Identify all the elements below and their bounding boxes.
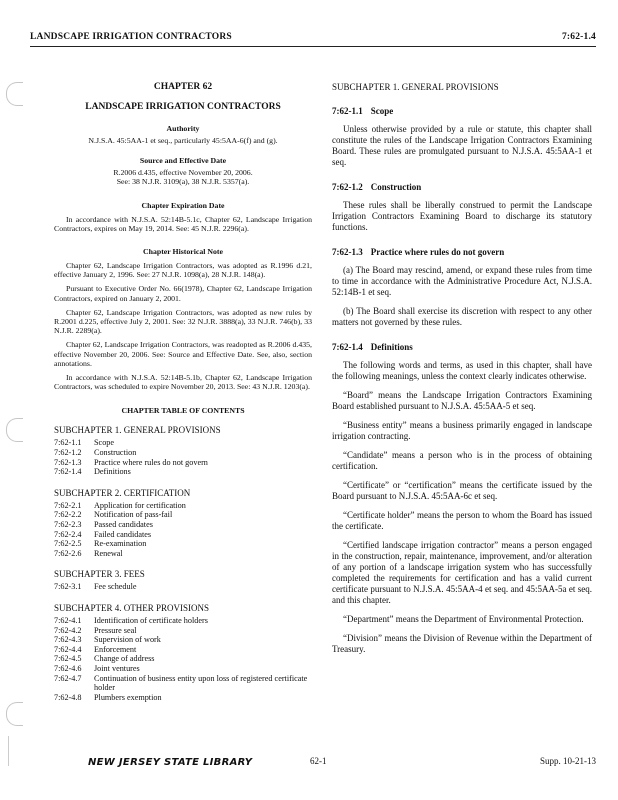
section-heading-practice bbox=[332, 247, 592, 257]
toc-entry-title: Renewal bbox=[94, 548, 123, 558]
toc-entry bbox=[54, 539, 312, 549]
toc-entry-title: Scope bbox=[94, 438, 115, 448]
binder-hole-mark bbox=[6, 82, 23, 106]
section-heading-definitions bbox=[332, 342, 592, 352]
toc-entry-number: 7:62-4.7 bbox=[54, 673, 82, 683]
toc-entry-number: 7:62-2.3 bbox=[54, 520, 82, 530]
toc-entry-number: 7:62-2.5 bbox=[54, 539, 82, 549]
section-title: Construction bbox=[370, 182, 422, 192]
toc-entry-title: Plumbers exemption bbox=[94, 692, 162, 702]
toc-entry-title: Continuation of business entity upon loss of registered certificate holder bbox=[94, 673, 308, 693]
table-of-contents bbox=[54, 425, 312, 702]
definition-entry: “Division” means the Division of Revenue within the Department of Treasury. bbox=[332, 633, 592, 654]
definition-entry: “Certificate holder” means the person to whom the Board has issued the certificate. bbox=[332, 510, 592, 531]
history-paragraph: In accordance with N.J.S.A. 52:14B-5.1b, Chapter 62, Landscape Irrigation Contractors, was scheduled to expire November 20, 2013. See: 43 N.J.R. 1203(a). bbox=[54, 373, 312, 392]
section-number: 7:62-1.1 bbox=[332, 106, 363, 116]
toc-entry-number: 7:62-4.1 bbox=[54, 615, 82, 625]
toc-entry-number: 7:62-2.6 bbox=[54, 548, 82, 558]
toc-entry bbox=[54, 582, 312, 592]
source-text-line2: See: 38 N.J.R. 3109(a), 38 N.J.R. 5357(a). bbox=[116, 177, 250, 187]
section-text: (b) The Board shall exercise its discretion with respect to any other matters not governed by these rules. bbox=[332, 306, 592, 327]
toc-entry-title: Change of address bbox=[94, 654, 155, 664]
toc-entry-title: Failed candidates bbox=[94, 529, 152, 539]
toc-entry-number: 7:62-4.5 bbox=[54, 654, 82, 664]
toc-entry-number: 7:62-1.4 bbox=[54, 467, 82, 477]
history-paragraph: Chapter 62, Landscape Irrigation Contractors, was adopted as R.1996 d.21, effective January 2, 1996. See: 27 N.J.R. 1098(a), 28 N.J.R. 148(a). bbox=[54, 261, 312, 280]
toc-entry-title: Re-examination bbox=[94, 539, 147, 549]
toc-entry bbox=[54, 616, 312, 626]
toc-entry bbox=[54, 458, 312, 468]
toc-entry-number: 7:62-4.3 bbox=[54, 635, 82, 645]
toc-entry-title: Supervision of work bbox=[94, 635, 161, 645]
section-number: 7:62-1.3 bbox=[332, 247, 363, 257]
page-footer bbox=[30, 756, 596, 772]
subchapter-heading: SUBCHAPTER 1. GENERAL PROVISIONS bbox=[332, 82, 499, 92]
toc-entry bbox=[54, 549, 312, 559]
definitions-list bbox=[332, 390, 592, 655]
toc-entry bbox=[54, 674, 312, 693]
toc-entry bbox=[54, 448, 312, 458]
toc-entry bbox=[54, 645, 312, 655]
toc-entry-title: Notification of pass-fail bbox=[94, 510, 173, 520]
toc-subchapter-heading: SUBCHAPTER 4. OTHER PROVISIONS bbox=[54, 602, 210, 613]
toc-entry-title: Passed candidates bbox=[94, 520, 153, 530]
section-text: Unless otherwise provided by a rule or statute, this chapter shall constitute the rules of the Landscape Irrigation Contractors Examining Board. These rules are promulgated pursuant to N.J.S.A. 45:5AA-1 et seq. bbox=[332, 124, 592, 167]
library-stamp: NEW JERSEY STATE LIBRARY bbox=[88, 757, 253, 768]
toc-entry-title: Application for certification bbox=[94, 500, 186, 510]
expiration-heading: Chapter Expiration Date bbox=[141, 200, 225, 210]
scan-edge-mark bbox=[8, 736, 9, 766]
section-number: 7:62-1.2 bbox=[332, 182, 363, 192]
toc-entry-title: Joint ventures bbox=[94, 663, 140, 673]
page-number: 62-1 bbox=[310, 756, 327, 766]
toc-entry-number: 7:62-4.8 bbox=[54, 692, 82, 702]
section-title: Practice where rules do not govern bbox=[370, 247, 505, 257]
definition-entry: “Business entity” means a business primarily engaged in landscape irrigation contracting. bbox=[332, 420, 592, 441]
toc-subchapter-heading: SUBCHAPTER 2. CERTIFICATION bbox=[54, 487, 191, 498]
toc-entry-number: 7:62-2.4 bbox=[54, 529, 82, 539]
section-text: These rules shall be liberally construed to permit the Landscape Irrigation Contractors Examining Board to discharge its statutory functions. bbox=[332, 200, 592, 232]
toc-entry-number: 7:62-1.3 bbox=[54, 457, 82, 467]
source-heading: Source and Effective Date bbox=[139, 156, 227, 166]
toc-entry-title: Identification of certificate holders bbox=[94, 615, 208, 625]
history-paragraph: Chapter 62, Landscape Irrigation Contractors, was readopted as R.2006 d.435, effective November 20, 2006. See: Source and Effective Date. See, also, section annotations. bbox=[54, 340, 312, 368]
toc-entry bbox=[54, 438, 312, 448]
toc-entry bbox=[54, 635, 312, 645]
chapter-title: LANDSCAPE IRRIGATION CONTRACTORS bbox=[85, 102, 281, 112]
toc-subchapter-heading: SUBCHAPTER 1. GENERAL PROVISIONS bbox=[54, 425, 221, 436]
section-number: 7:62-1.4 bbox=[332, 342, 363, 352]
supplement-date: Supp. 10-21-13 bbox=[540, 756, 596, 766]
running-header bbox=[30, 32, 596, 47]
toc-entry-title: Enforcement bbox=[94, 644, 137, 654]
toc-entry-title: Practice where rules do not govern bbox=[94, 457, 208, 467]
right-column bbox=[332, 62, 592, 655]
section-heading-scope bbox=[332, 106, 592, 116]
authority-heading: Authority bbox=[166, 124, 200, 133]
binder-hole-mark bbox=[6, 702, 23, 726]
toc-entry-number: 7:62-2.2 bbox=[54, 510, 82, 520]
toc-entry-number: 7:62-2.1 bbox=[54, 500, 82, 510]
toc-entry bbox=[54, 467, 312, 477]
toc-entry bbox=[54, 654, 312, 664]
toc-entry-number: 7:62-4.2 bbox=[54, 625, 82, 635]
definition-entry: “Department” means the Department of Environmental Protection. bbox=[343, 614, 584, 624]
toc-entry bbox=[54, 664, 312, 674]
toc-entry bbox=[54, 626, 312, 636]
toc-entry bbox=[54, 693, 312, 703]
definition-entry: “Candidate” means a person who is in the process of obtaining certification. bbox=[332, 450, 592, 471]
expiration-text: In accordance with N.J.S.A. 52:14B-5.1c, Chapter 62, Landscape Irrigation Contractors, expires on May 19, 2014. See: 45 N.J.R. 2296(a). bbox=[54, 214, 312, 233]
toc-entry-number: 7:62-1.2 bbox=[54, 448, 82, 458]
definition-entry: “Certified landscape irrigation contractor” means a person engaged in the construction, repair, maintenance, improvement, and/or alteration of any portion of a landscape irrigation system who has successfully completed the requirements for certification and has a valid current certificate pursuant to N.J.S.A. 45:5AA-4 et seq. and 45:5AA-5a et seq. and this chapter. bbox=[332, 540, 592, 605]
toc-entry bbox=[54, 501, 312, 511]
toc-entry bbox=[54, 510, 312, 520]
history-heading: Chapter Historical Note bbox=[143, 247, 223, 257]
section-text: The following words and terms, as used in this chapter, shall have the following meanings, unless the context clearly indicates otherwise. bbox=[332, 360, 592, 381]
toc-heading: CHAPTER TABLE OF CONTENTS bbox=[121, 406, 245, 416]
section-title: Definitions bbox=[370, 342, 413, 352]
toc-entry-title: Pressure seal bbox=[94, 625, 137, 635]
definition-entry: “Certificate” or “certification” means the certificate issued by the Board pursuant to N.J.S.A. 45:5AA-6c et seq. bbox=[332, 480, 592, 501]
toc-entry-title: Fee schedule bbox=[94, 582, 137, 592]
toc-entry-number: 7:62-1.1 bbox=[54, 438, 82, 448]
left-column bbox=[54, 62, 312, 702]
section-heading-construction bbox=[332, 182, 592, 192]
toc-entry-title: Construction bbox=[94, 448, 137, 458]
toc-entry bbox=[54, 530, 312, 540]
section-text: (a) The Board may rescind, amend, or expand these rules from time to time in accordance with the Administrative Procedure Act, N.J.S.A. 52:14B-1 et seq. bbox=[332, 265, 592, 297]
toc-entry-number: 7:62-3.1 bbox=[54, 582, 82, 592]
header-section-number: 7:62-1.4 bbox=[561, 32, 596, 42]
definition-entry: “Board” means the Landscape Irrigation Contractors Examining Board established pursuant to N.J.S.A. 45:5AA-5 et seq. bbox=[332, 390, 592, 411]
authority-text: N.J.S.A. 45:5AA-1 et seq., particularly 45:5AA-6(f) and (g). bbox=[88, 136, 278, 145]
toc-entry bbox=[54, 520, 312, 530]
source-text-line1: R.2006 d.435, effective November 20, 2006. bbox=[113, 168, 253, 178]
history-paragraph: Chapter 62, Landscape Irrigation Contractors, was adopted as new rules by R.2001 d.225, effective July 2, 2001. See: 32 N.J.R. 3888(a), 33 N.J.R. 746(b), 33 N.J.R. 2289(a). bbox=[54, 307, 312, 336]
chapter-number: CHAPTER 62 bbox=[153, 82, 213, 92]
toc-entry-number: 7:62-4.6 bbox=[54, 663, 82, 673]
history-paragraph: Pursuant to Executive Order No. 66(1978), Chapter 62, Landscape Irrigation Contractors, expired on January 2, 2001. bbox=[54, 284, 312, 303]
toc-subchapter-heading: SUBCHAPTER 3. FEES bbox=[54, 569, 145, 580]
toc-entry-title: Definitions bbox=[94, 467, 131, 477]
header-title: LANDSCAPE IRRIGATION CONTRACTORS bbox=[30, 32, 232, 42]
section-title: Scope bbox=[370, 106, 394, 116]
binder-hole-mark bbox=[6, 418, 23, 442]
toc-entry-number: 7:62-4.4 bbox=[54, 644, 82, 654]
